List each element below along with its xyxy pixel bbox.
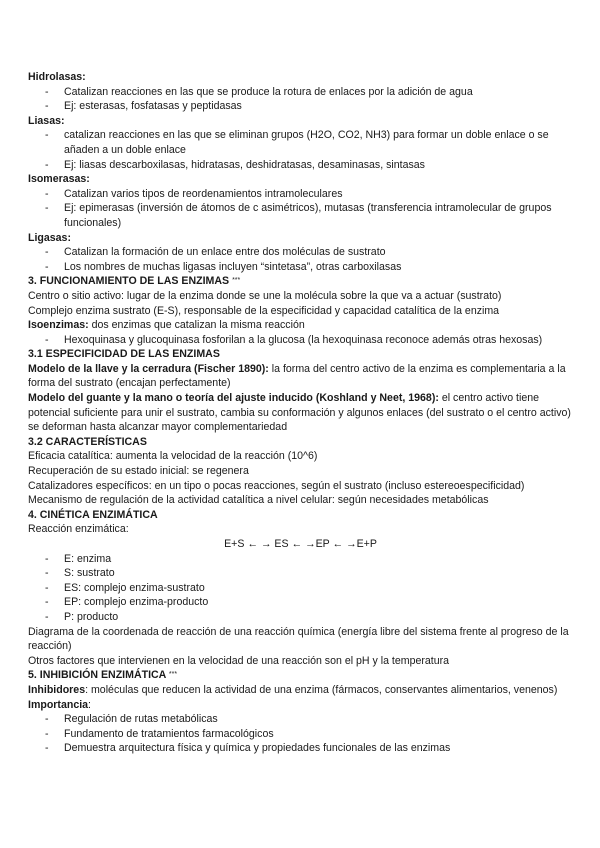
bullet-dash: -: [45, 742, 49, 755]
list-item: - Fundamento de tratamientos farmacológicos: [45, 727, 274, 740]
paragraph: Complejo enzima sustrato (E-S), responsable de la especificidad y capacidad catalítica de la enzima: [28, 304, 500, 317]
bullet-dash: -: [45, 333, 49, 346]
bullet-dash: -: [45, 260, 49, 273]
paragraph: Otros factores que intervienen en la velocidad de una reacción son el pH y la temperatura: [28, 654, 450, 667]
bullet-dash: -: [45, 129, 49, 142]
paragraph: Eficacia catalítica: aumenta la velocidad de la reacción (10^6): [28, 450, 318, 463]
list-item: - Hexoquinasa y glucoquinasa fosforilan a la glucosa (la hexoquinasa reconoce además otras hexosas): [45, 333, 543, 346]
bullet-dash: -: [45, 158, 49, 171]
bullet-dash: -: [45, 567, 49, 580]
paragraph: Catalizadores específicos: en un tipo o pocas reacciones, según el sustrato (incluso estereoespecificidad): [28, 479, 525, 492]
paragraph: Centro o sitio activo: lugar de la enzima donde se une la molécula sobre la que va a actuar (sustrato): [28, 289, 502, 302]
bullet-dash: -: [45, 727, 49, 740]
document-body: [28, 70, 573, 756]
bullet-dash: -: [45, 610, 49, 623]
list-item: - Catalizan varios tipos de reordenamientos intramoleculares: [45, 187, 343, 200]
list-item: - S: sustrato: [45, 567, 115, 580]
section-title-caracteristicas: 3.2 CARACTERÍSTICAS: [28, 435, 147, 448]
paragraph-guante: Modelo del guante y la mano o teoría del ajuste inducido (Koshland y Neet, 1968): el centro activo tiene potencial suficiente para unir el sustrato, cambia su conformación y algunos enlaces (del sustrato o el centro activo) se deforman hasta alcanzar mayor complementariedad: [28, 392, 571, 434]
list-item: - P: producto: [45, 610, 119, 623]
bullet-dash: -: [45, 581, 49, 594]
bullet-dash: -: [45, 713, 49, 726]
bullet-dash: -: [45, 187, 49, 200]
list-item: - Catalizan la formación de un enlace entre dos moléculas de sustrato: [45, 246, 386, 259]
list-item: - Regulación de rutas metabólicas: [45, 713, 218, 726]
bullet-dash: -: [45, 596, 49, 609]
paragraph-importancia: Importancia:: [28, 698, 91, 711]
section-title-cinetica: 4. CINÉTICA ENZIMÁTICA: [28, 508, 158, 521]
bullet-dash: -: [45, 85, 49, 98]
heading-isomerasas: Isomerasas:: [28, 173, 90, 186]
heading-liasas: Liasas:: [28, 114, 65, 127]
bullet-dash: -: [45, 246, 49, 259]
list-item: - ES: complejo enzima-sustrato: [45, 581, 205, 594]
list-item: - Catalizan reacciones en las que se produce la rotura de enlaces por la adición de agua: [45, 85, 473, 98]
section-title-funcionamiento: 3. FUNCIONAMIENTO DE LAS ENZIMAS ***: [28, 275, 241, 288]
section-title-especificidad: 3.1 ESPECIFICIDAD DE LAS ENZIMAS: [28, 348, 220, 361]
reaction-equation: E+S ← → ES ← →EP ← →E+P: [224, 538, 377, 550]
paragraph-isoenzimas: Isoenzimas: dos enzimas que catalizan la misma reacción: [28, 319, 305, 332]
stars-marker: ***: [232, 277, 241, 285]
heading-hidrolasas: Hidrolasas:: [28, 71, 86, 83]
list-item: - E: enzima: [45, 552, 112, 565]
list-item: - Ej: liasas descarboxilasas, hidratasas, deshidratasas, desaminasas, sintasas: [45, 158, 425, 171]
section-title-inhibicion: 5. INHIBICIÓN ENZIMÁTICA ***: [28, 669, 178, 682]
list-item: - Ej: esterasas, fosfatasas y peptidasas: [45, 100, 242, 113]
stars-marker: ***: [168, 671, 178, 679]
paragraph: Reacción enzimática:: [28, 523, 129, 536]
list-item: - Ej: epimerasas (inversión de átomos de c asimétricos), mutasas (transferencia intramolecular de grupos funcionales): [45, 202, 552, 229]
paragraph: Diagrama de la coordenada de reacción de una reacción química (energía libre del sistema frente al progreso de la reacción): [28, 625, 569, 653]
bullet-dash: -: [45, 202, 49, 215]
bullet-dash: -: [45, 100, 49, 113]
bullet-dash: -: [45, 552, 49, 565]
paragraph-inhibidores: Inhibidores: moléculas que reducen la actividad de una enzima (fármacos, conservantes alimentarios, venenos): [28, 683, 558, 696]
paragraph: Mecanismo de regulación de la actividad catalítica a nivel celular: según necesidades metabólicas: [28, 494, 489, 507]
paragraph: Recuperación de su estado inicial: se regenera: [28, 465, 249, 478]
list-item: - EP: complejo enzima-producto: [45, 596, 209, 609]
list-item: - Los nombres de muchas ligasas incluyen “sintetasa”, otras carboxilasas: [45, 260, 402, 273]
list-item: - Demuestra arquitectura física y química y propiedades funcionales de las enzimas: [45, 742, 451, 755]
paragraph-llave: Modelo de la llave y la cerradura (Fischer 1890): la forma del centro activo de la enzima es complementaria a la forma del sustrato (encajan perfectamente): [28, 362, 566, 390]
heading-ligasas: Ligasas:: [28, 231, 71, 244]
list-item: - catalizan reacciones en las que se eliminan grupos (H2O, CO2, NH3) para formar un doble enlace o se añaden a un doble enlace: [45, 129, 549, 156]
